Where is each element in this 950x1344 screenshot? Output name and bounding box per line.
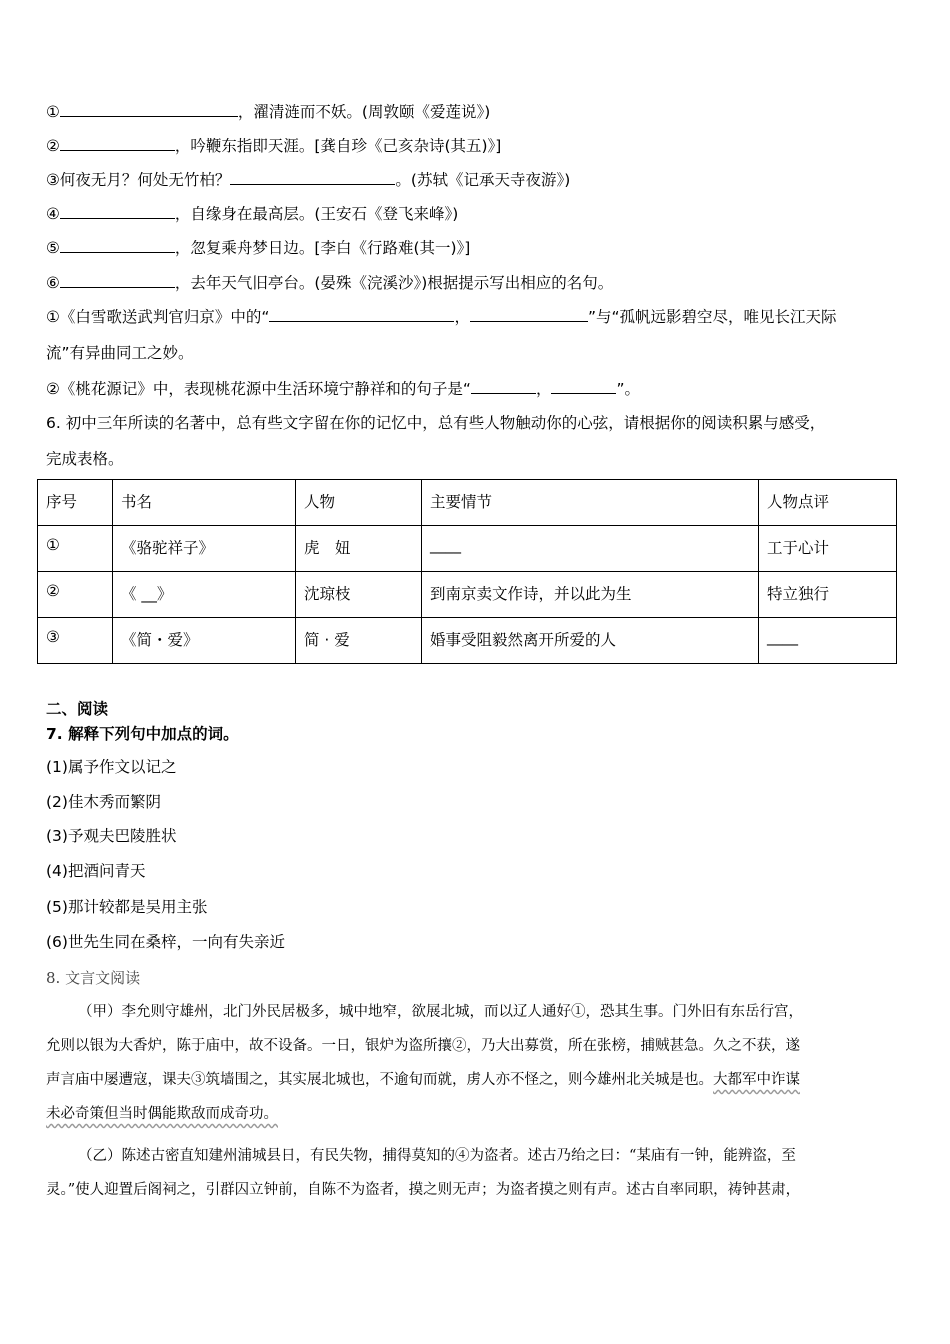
cell: 沈琼枝 <box>296 572 422 618</box>
fill-item-4: ④ ，自缘身在最高层。(王安石《登飞来峰》) <box>46 205 459 223</box>
cell: 婚事受阻毅然离开所爱的人 <box>422 618 759 664</box>
header-cell: 人物点评 <box>759 480 897 526</box>
q7-item: (6)世先生同在桑梓，一向有失亲近 <box>46 933 285 951</box>
passage-line: 允则以银为大香炉，陈于庙中，故不设备。一日，银炉为盗所攘②，乃大出募赏，所在张榜，捕贼甚急。久之不获，遂 <box>46 1038 800 1054</box>
q5-item-1-cont: 流”有异曲同工之妙。 <box>46 344 194 362</box>
cell[interactable]: ____ <box>422 526 759 572</box>
cell: 《骆驼祥子》 <box>113 526 296 572</box>
q7-item: (1)属予作文以记之 <box>46 758 177 776</box>
answer-blank[interactable] <box>471 379 536 394</box>
q7-item: (5)那计较都是吴用主张 <box>46 898 208 916</box>
cell: ① <box>38 526 113 572</box>
cell: 工于心计 <box>759 526 897 572</box>
cell: 简 · 爱 <box>296 618 422 664</box>
passage-line <box>46 1104 278 1124</box>
passage-line: （乙）陈述古密直知建州浦城县日，有民失物，捕得莫知的④为盗者。述古乃绐之曰：“某庙有一钟，能辨盗，至 <box>78 1148 796 1164</box>
answer-blank[interactable] <box>230 170 395 185</box>
wavy-underlined-text: 未必奇策但当时偶能欺敌而成奇功。 <box>46 1106 278 1122</box>
cell: ③ <box>38 618 113 664</box>
fill-item-1: ① ，濯清涟而不妖。(周敦颐《爱莲说》) <box>46 103 491 121</box>
q7-item: (3)予观夫巴陵胜状 <box>46 827 177 845</box>
fill-item-6: ⑥ ，去年天气旧亭台。(晏殊《浣溪沙》)根据提示写出相应的名句。 <box>46 274 614 292</box>
header-cell: 序号 <box>38 480 113 526</box>
answer-blank[interactable] <box>60 204 175 219</box>
table-row <box>38 572 897 618</box>
answer-blank[interactable] <box>60 136 175 151</box>
cell[interactable]: ____ <box>759 618 897 664</box>
cell: 到南京卖文作诗，并以此为生 <box>422 572 759 618</box>
fill-item-5: ⑤ ，忽复乘舟梦日边。[李白《行路难(其一)》] <box>46 239 471 257</box>
q7-title: 7. 解释下列句中加点的词。 <box>46 725 239 743</box>
header-cell: 人物 <box>296 480 422 526</box>
q5-item-2: ②《桃花源记》中，表现桃花源中生活环境宁静祥和的句子是“ ， ”。 <box>46 380 640 398</box>
answer-blank[interactable] <box>470 307 588 322</box>
q8-title: 8. 文言文阅读 <box>46 969 141 987</box>
cell: ② <box>38 572 113 618</box>
passage-line: 灵。”使人迎置后阁祠之，引群囚立钟前，自陈不为盗者，摸之则无声；为盗者摸之则有声。述古自率同职，祷钟甚肃， <box>46 1182 801 1198</box>
q6-prompt-cont: 完成表格。 <box>46 450 124 468</box>
answer-blank[interactable] <box>60 238 175 253</box>
q6-prompt: 6. 初中三年所读的名著中，总有些文字留在你的记忆中，总有些人物触动你的心弦，请根据你的阅读积累与感受， <box>46 414 826 432</box>
answer-blank[interactable] <box>60 102 238 117</box>
passage-line: （甲）李允则守雄州，北门外民居极多，城中地窄，欲展北城，而以辽人通好①，恐其生事。门外旧有东岳行宫， <box>78 1004 803 1020</box>
cell[interactable]: 《 __》 <box>113 572 296 618</box>
q7-item: (2)佳木秀而繁阴 <box>46 793 161 811</box>
wavy-underlined-text: 大都军中诈谋 <box>713 1072 800 1088</box>
answer-blank[interactable] <box>269 307 454 322</box>
reading-table <box>37 479 897 664</box>
table-row <box>38 618 897 664</box>
q7-item: (4)把酒问青天 <box>46 862 146 880</box>
answer-blank[interactable] <box>551 379 616 394</box>
cell: 特立独行 <box>759 572 897 618</box>
table-header-row <box>38 480 897 526</box>
table-row <box>38 526 897 572</box>
header-cell: 主要情节 <box>422 480 759 526</box>
cell: 虎 妞 <box>296 526 422 572</box>
q5-item-1: ①《白雪歌送武判官归京》中的“ ， ”与“孤帆远影碧空尽，唯见长江天际 <box>46 308 837 326</box>
section-heading: 二、阅读 <box>46 700 109 718</box>
answer-blank[interactable] <box>60 273 175 288</box>
cell: 《简・爱》 <box>113 618 296 664</box>
header-cell: 书名 <box>113 480 296 526</box>
fill-item-2: ② ，吟鞭东指即天涯。[龚自珍《己亥杂诗(其五)》] <box>46 137 502 155</box>
fill-item-3: ③何夜无月？何处无竹柏？ 。(苏轼《记承天寺夜游》) <box>46 171 571 189</box>
passage-line: 声言庙中屡遭寇，课夫③筑墙围之，其实展北城也，不逾旬而就，虏人亦不怪之，则今雄州北关城是也。大都军中诈谋 <box>46 1072 800 1088</box>
